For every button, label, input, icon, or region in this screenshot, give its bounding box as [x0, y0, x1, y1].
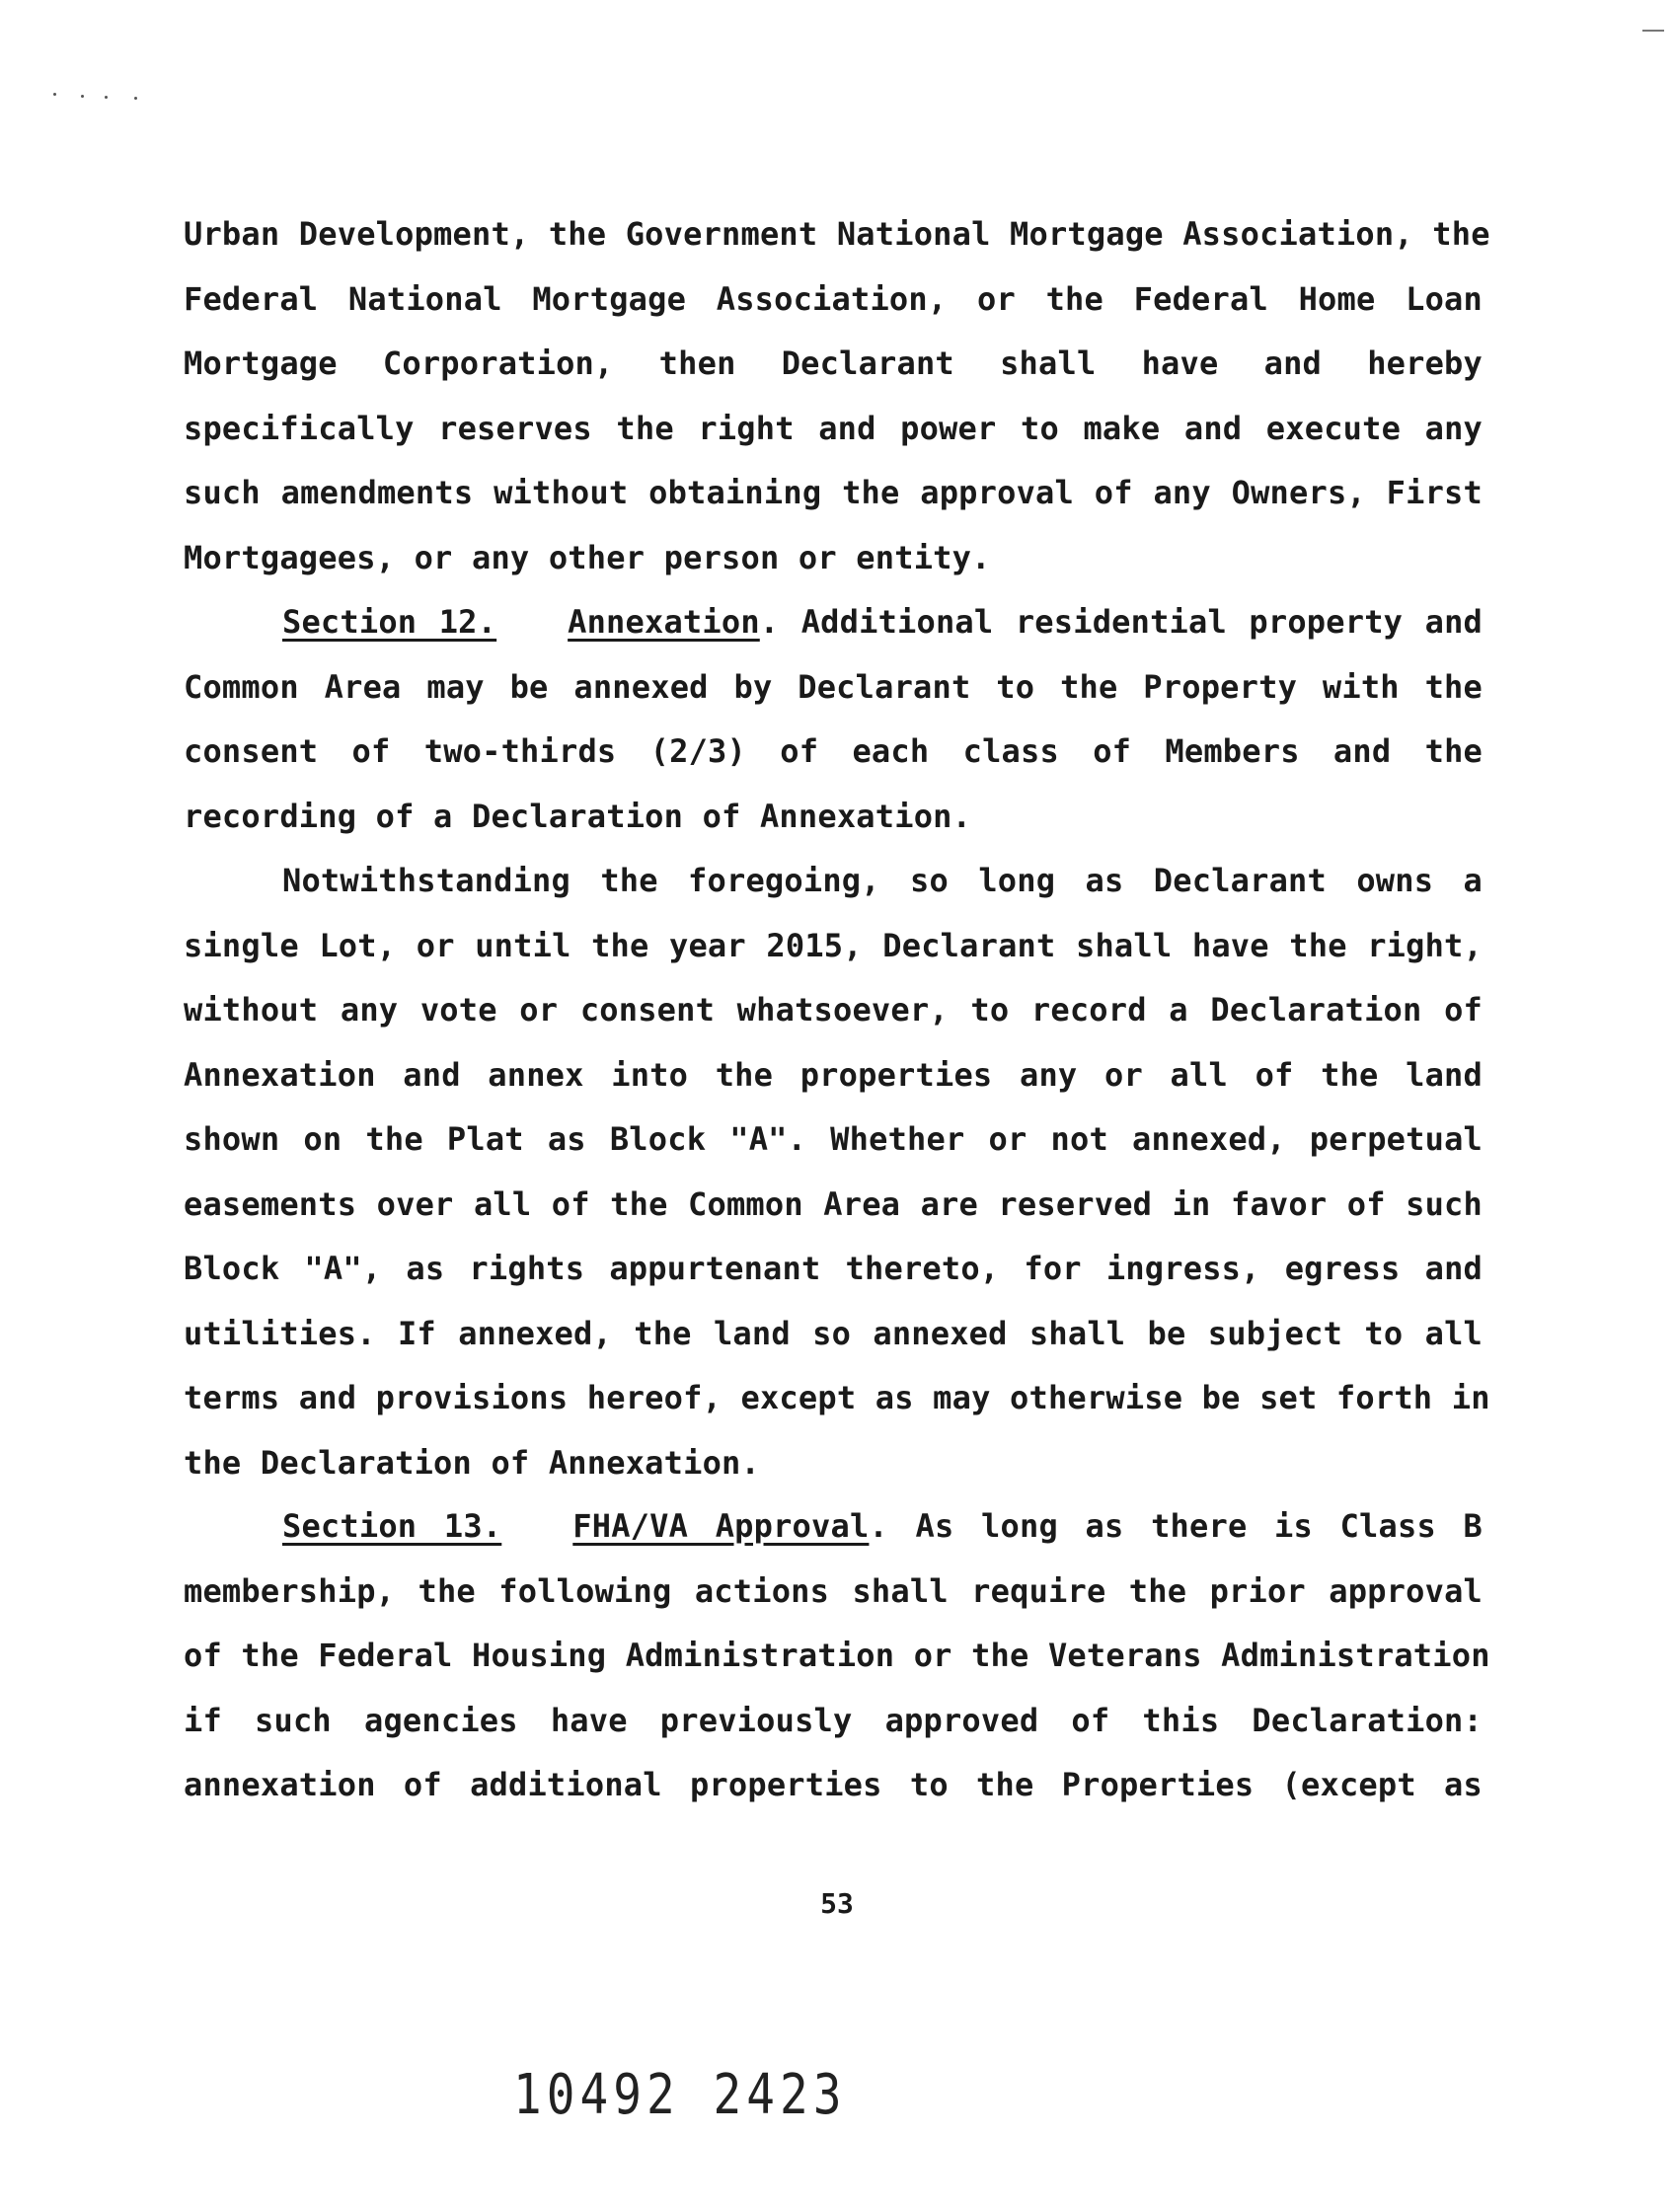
scan-speck-marks	[53, 91, 142, 99]
text-line: Block "A", as rights appurtenant thereto, for ingress, egress and	[184, 1250, 1483, 1287]
text-line: terms and provisions hereof, except as may otherwise be set forth in	[184, 1379, 1490, 1416]
section-12-number: Section 12.	[282, 603, 497, 641]
page-number: 53	[820, 1887, 854, 1920]
text-line: Urban Development, the Government National Mortgage Association, the	[184, 215, 1490, 253]
annexation-exception-paragraph	[184, 849, 1490, 1495]
text-line: Federal National Mortgage Association, or the Federal Home Loan	[184, 279, 1483, 318]
text-line: of the Federal Housing Administration or the Veterans Administration	[184, 1637, 1490, 1674]
section-12-heading: Annexation	[568, 603, 760, 641]
text-line: the Declaration of Annexation.	[184, 1443, 760, 1482]
text-line: Annexation and annex into the properties any or all of the land	[184, 1055, 1483, 1094]
text-line: if such agencies have previously approved of this Declaration:	[184, 1701, 1483, 1739]
section-12-first-line	[184, 590, 1483, 655]
text-line: specifically reserves the right and power to make and execute any	[184, 409, 1483, 447]
section-12-first-line-rest: . Additional residential property and	[759, 603, 1483, 641]
text-line: easements over all of the Common Area are reserved in favor of such	[184, 1184, 1483, 1223]
text-line: consent of two-thirds (2/3) of each class of Members and the	[184, 732, 1483, 770]
book-page-stamp: 10492 2423	[513, 2063, 847, 2127]
section-13-number: Section 13.	[282, 1507, 502, 1545]
text-line: Mortgage Corporation, then Declarant shall have and hereby	[184, 344, 1483, 382]
text-line: recording of a Declaration of Annexation.	[184, 797, 972, 835]
section-13-paragraph	[184, 1494, 1490, 1818]
text-line: without any vote or consent whatsoever, to record a Declaration of	[184, 991, 1483, 1029]
text-line: utilities. If annexed, the land so annexed shall be subject to all	[184, 1314, 1483, 1352]
text-line: Common Area may be annexed by Declarant to the Property with the	[184, 667, 1483, 706]
text-line: membership, the following actions shall require the prior approval	[184, 1571, 1483, 1610]
continuation-paragraph	[184, 202, 1490, 590]
text-line: annexation of additional properties to the Properties (except as	[184, 1766, 1483, 1803]
text-line: Mortgagees, or any other person or entity.	[184, 538, 991, 576]
section-12-paragraph	[184, 590, 1483, 849]
section-13-heading: FHA/VA Approval	[572, 1507, 870, 1545]
text-line: single Lot, or until the year 2015, Declarant shall have the right,	[184, 926, 1483, 964]
scan-edge-mark	[1642, 30, 1664, 32]
section-13-first-line-rest: . As long as there is Class B	[869, 1507, 1483, 1545]
text-line: such amendments without obtaining the approval of any Owners, First	[184, 474, 1483, 511]
text-line: shown on the Plat as Block "A". Whether or not annexed, perpetual	[184, 1120, 1483, 1158]
section-13-first-line	[184, 1494, 1483, 1560]
text-line: Notwithstanding the foregoing, so long as Declarant owns a	[282, 862, 1483, 899]
